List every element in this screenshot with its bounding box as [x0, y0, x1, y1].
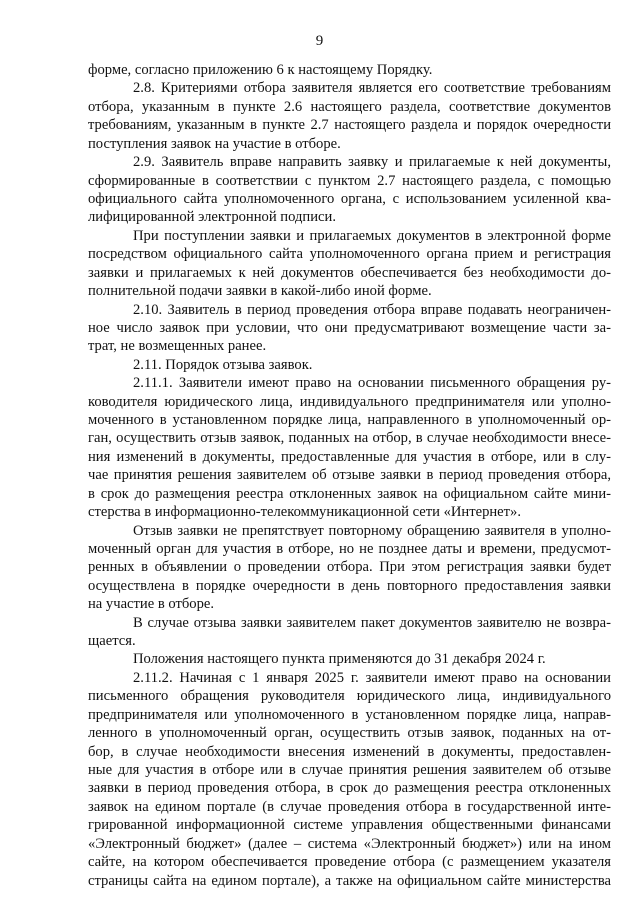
text-line: осуществлена в порядке очередности в день повторного предоставления заявки	[88, 577, 611, 594]
text-line: 2.11.1. Заявители имеют право на основании письменного обращения ру-	[133, 375, 611, 392]
text-line: моченного в установленном порядке лица, направленного в уполномоченный ор-	[88, 412, 611, 428]
text-line: 2.9. Заявитель вправе направить заявку и прилагаемые к ней документы,	[133, 154, 611, 171]
text-line: бор, в случае необходимости внесения изменений в документы, предоставлен-	[88, 743, 611, 760]
text-line: письменного обращения руководителя юридического лица, индивидуального	[88, 688, 611, 705]
page-number: 9	[315, 33, 324, 49]
text-line: сформированные в соответствии с пунктом 2.7 настоящего раздела, с помощью	[88, 172, 611, 189]
text-line: официального сайта уполномоченного органа, с использованием усиленной ква-	[88, 190, 611, 207]
text-line: в срок до размещения реестра отклоненных заявок на официальном сайте мини-	[88, 485, 611, 502]
text-line: ренных в объявлении о проведении отбора. При этом регистрация заявки будет	[88, 559, 611, 576]
text-line: отбора, указанным в пункте 2.6 настоящего раздела, соответствие документов	[88, 98, 611, 115]
text-line: предпринимателя или уполномоченного в установленном порядке лица, направ-	[88, 706, 611, 723]
text-line: ководителя юридического лица, индивидуального предпринимателя или уполно-	[88, 393, 611, 410]
text-line: заявки в период проведения отбора, в срок до размещения реестра отклоненных	[88, 780, 611, 797]
text-line: лифицированной электронной подписи.	[88, 209, 336, 226]
text-line: на участие в отборе.	[88, 596, 215, 613]
text-line: поступления заявок на участие в отборе.	[88, 135, 341, 152]
text-line: заявок на едином портале (в случае проведения отбора в государственной инте-	[88, 798, 611, 815]
text-line: Положения настоящего пункта применяются до 31 декабря 2024 г.	[133, 651, 546, 668]
text-line: щается.	[88, 633, 136, 649]
text-line: 2.11. Порядок отзыва заявок.	[133, 356, 313, 373]
text-line: ган, осуществить отзыв заявок, поданных на отбор, в случае необходимости внесе-	[88, 430, 611, 447]
text-line: В случае отзыва заявки заявителем пакет документов заявителю не возвра-	[133, 614, 611, 631]
text-line: «Электронный бюджет» (далее – система «Электронный бюджет») или на ином	[88, 835, 611, 852]
text-line: 2.8. Критериями отбора заявителя является его соответствие требованиям	[133, 80, 611, 97]
text-line: трат, не возмещенных ранее.	[88, 338, 267, 355]
text-line: ное число заявок при условии, что они предусматривают возмещение части за-	[88, 319, 611, 336]
text-line: страницы сайта на едином портале), а также на официальном сайте министерства	[88, 872, 611, 889]
text-line: 2.11.2. Начиная с 1 января 2025 г. заявители имеют право на основании	[133, 669, 611, 686]
text-line: чае принятия решения заявителем об отзыве заявки в период проведения отбора,	[88, 467, 611, 484]
text-line: ленного в уполномоченный орган, осуществить отзыв заявок, поданных на от-	[88, 725, 611, 742]
text-line: полнительной подачи заявки в какой-либо иной форме.	[88, 283, 432, 299]
text-line: посредством официального сайта уполномоченного органа прием и регистрация	[88, 246, 611, 263]
text-line: При поступлении заявки и прилагаемых документов в электронной форме	[133, 227, 611, 244]
text-line: стерства в информационно-телекоммуникационной сети «Интернет».	[88, 504, 521, 521]
text-line: форме, согласно приложению 6 к настоящему Порядку.	[88, 62, 433, 78]
text-line: ные для участия в отборе или в случае принятия решения заявителем об отзыве	[88, 762, 611, 778]
text-line: требованиям, указанным в пункте 2.7 настоящего раздела и порядок очередности	[88, 117, 611, 134]
text-line: 2.10. Заявитель в период проведения отбора вправе подавать неограничен-	[133, 301, 611, 318]
text-line: моченный орган для участия в отборе, но не позднее даты и времени, предусмот-	[88, 540, 611, 557]
text-line: ния изменений в документы, предоставленные для участия в отборе, или в слу-	[88, 448, 611, 465]
text-line: сайте, на котором обеспечивается проведение отбора (с размещением указателя	[88, 854, 611, 871]
text-line: заявки и прилагаемых к ней документов обеспечивается без необходимости до-	[88, 264, 611, 281]
text-line: грированной информационной системе управления общественными финансами	[88, 817, 611, 834]
text-line: Отзыв заявки не препятствует повторному обращению заявителя в уполно-	[133, 522, 611, 539]
